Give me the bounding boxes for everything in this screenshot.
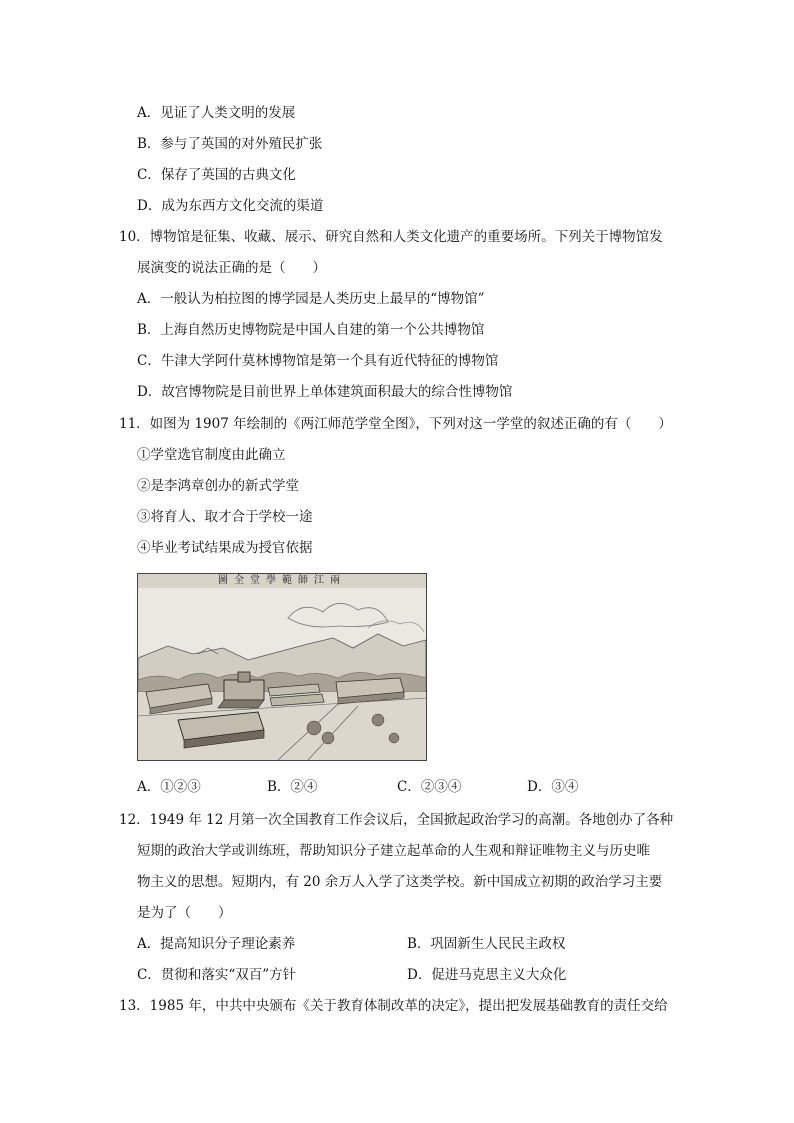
q12-stem-line4: 是为了（ ） [137, 905, 232, 921]
q12-options-row1 [137, 934, 677, 954]
q10-option-b: B．上海自然历史博物院是中国人自建的第一个公共博物馆 [137, 322, 485, 338]
q13-stem-line1: 13．1985 年，中共中央颁布《关于教育体制改革的决定》，提出把发展基础教育的责任交给 [119, 998, 668, 1014]
q12-stem-line2: 短期的政治大学或训练班，帮助知识分子建立起革命的人生观和辩证唯物主义与历史唯 [137, 843, 650, 859]
q11-options [137, 777, 657, 797]
q9-option-a: A．见证了人类文明的发展 [137, 105, 296, 121]
school-map-illustration [138, 588, 426, 760]
q11-stem: 11．如图为 1907 年绘制的《两江师范学堂全图》，下列对这一学堂的叙述正确的有（ ） [119, 416, 672, 432]
q11-option-d: D．③④ [527, 779, 579, 795]
q12-option-b: B．巩固新生人民民主政权 [407, 936, 566, 952]
q10-stem-line1: 10．博物馆是征集、收藏、展示、研究自然和人类文化遗产的重要场所。下列关于博物馆发 [119, 229, 663, 245]
q12-stem-line1: 12．1949 年 12 月第一次全国教育工作会议后，全国掀起政治学习的高潮。各地创办了各种 [119, 812, 674, 828]
q9-option-d: D．成为东西方文化交流的渠道 [137, 198, 324, 214]
q12-option-a: A．提高知识分子理论素养 [137, 936, 296, 952]
q11-option-a: A．①②③ [137, 779, 201, 795]
q11-statement-1: ①学堂选官制度由此确立 [137, 447, 286, 463]
q12-option-c: C．贯彻和落实“双百”方针 [137, 967, 297, 983]
q12-options-row2 [137, 965, 677, 985]
figure-title: 圖全堂學範師江兩 [138, 574, 426, 589]
q11-statement-3: ③将育人、取才合于学校一途 [137, 509, 313, 525]
q9-option-c: C．保存了英国的古典文化 [137, 167, 296, 183]
q10-option-c: C．牛津大学阿什莫林博物馆是第一个具有近代特征的博物馆 [137, 353, 499, 369]
q10-option-d: D．故宫博物院是目前世界上单体建筑面积最大的综合性博物馆 [137, 384, 513, 400]
q10-stem-line2: 展演变的说法正确的是（ ） [137, 260, 326, 276]
q12-option-d: D．促进马克思主义大众化 [407, 967, 567, 983]
q11-option-b: B．②④ [267, 779, 318, 795]
q12-stem-line3: 物主义的思想。短期内，有 20 余万人入学了这类学校。新中国成立初期的政治学习主要 [137, 874, 663, 890]
q11-statement-2: ②是李鸿章创办的新式学堂 [137, 478, 299, 494]
school-map-figure [137, 573, 427, 761]
q9-option-b: B．参与了英国的对外殖民扩张 [137, 136, 323, 152]
q10-option-a: A．一般认为柏拉图的博学园是人类历史上最早的“博物馆” [137, 291, 485, 307]
q11-statement-4: ④毕业考试结果成为授官依据 [137, 540, 313, 556]
q11-option-c: C．②③④ [397, 779, 462, 795]
